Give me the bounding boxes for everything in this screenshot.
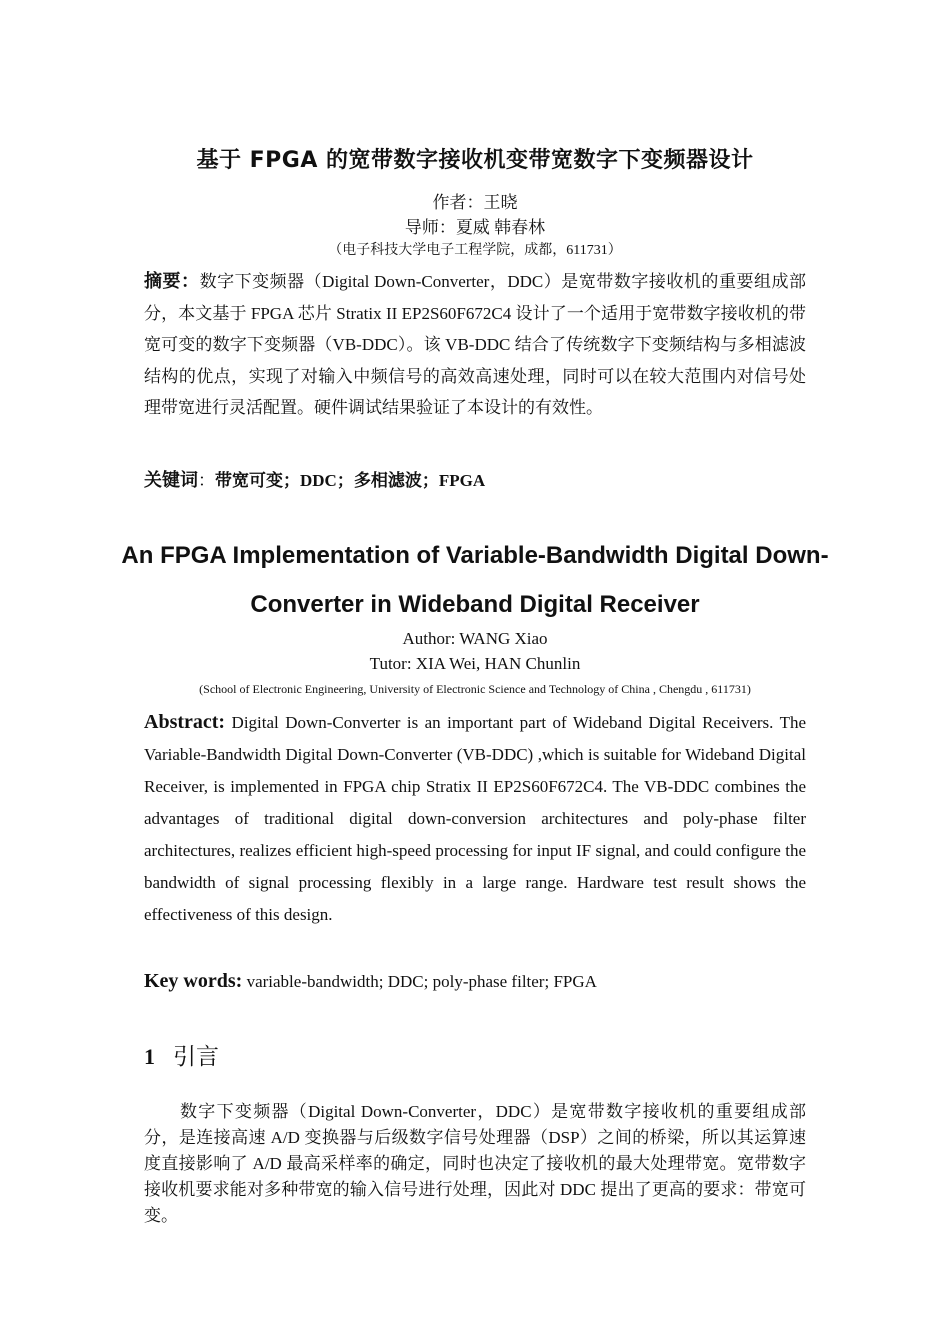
chinese-abstract-text: 数字下变频器（Digital Down-Converter，DDC）是宽带数字接收机的重要组成部分，本文基于 FPGA 芯片 Stratix II EP2S60F672C4 设计了一个适用于宽带数字接收机的带宽可变的数字下变频器（VB-DDC）。该 VB-DDC 结合了传统数字下变频结构与多相滤波结构的优点，实现了对输入中频信号的高效高速处理，同时可以在较大范围内对信号处理带宽进行灵活配置。硬件调试结果验证了本设计的有效性。 [144, 272, 807, 417]
chinese-keywords-separator: ： [198, 471, 215, 490]
english-keywords [144, 970, 806, 993]
chinese-keywords-label: 关键词 [144, 470, 198, 491]
english-abstract-text: Digital Down-Converter is an important part of Wideband Digital Receivers. The Variable-Bandwidth Digital Down-Converter (VB-DDC) ,which is suitable for Wideband Digital Receiver, is implemented in FPGA chip Stratix II EP2S60F672C4. The VB-DDC combines the advantages of traditional digital down-conversion architectures and poly-phase filter architectures, realizes efficient high-speed processing for input IF signal, and could configure the bandwidth of signal processing flexibly in a large range. Hardware test result shows the effectiveness of this design. [144, 713, 806, 924]
english-title: An FPGA Implementation of Variable-Bandwidth Digital Down-Converter in Wideband Digital Receiver [121, 542, 829, 618]
section-heading [144, 1038, 219, 1071]
chinese-tutor: 导师：夏威 韩春林 [404, 218, 546, 237]
english-abstract-label: Abstract: [144, 711, 226, 733]
chinese-keywords-text: 带宽可变；DDC；多相滤波；FPGA [215, 471, 486, 490]
chinese-keywords [144, 466, 806, 492]
chinese-affiliation: （电子科技大学电子工程学院，成都，611731） [328, 243, 622, 258]
english-keywords-label: Key words: [144, 970, 243, 992]
chinese-abstract [144, 266, 806, 424]
english-author: Author: WANG Xiao [402, 629, 548, 648]
section-number: 1 [144, 1044, 155, 1069]
english-keywords-text: variable-bandwidth; DDC; poly-phase filter; FPGA [246, 972, 597, 991]
chinese-title: 基于 FPGA 的宽带数字接收机变带宽数字下变频器设计 [196, 148, 754, 173]
english-tutor: Tutor: XIA Wei, HAN Chunlin [369, 654, 581, 673]
english-affiliation: (School of Electronic Engineering, University of Electronic Science and Technology of China , Chengdu , 611731) [199, 682, 751, 696]
chinese-author: 作者：王晓 [432, 193, 518, 212]
chinese-abstract-label: 摘要： [144, 271, 200, 292]
section-title: 引言 [173, 1044, 219, 1070]
introduction-paragraph: 数字下变频器（Digital Down-Converter，DDC）是宽带数字接收机的重要组成部分，是连接高速 A/D 变换器与后级数字信号处理器（DSP）之间的桥梁，所以其运算速度直接影响了 A/D 最高采样率的确定，同时也决定了接收机的最大处理带宽。宽带数字接收机要求能对多种带宽的输入信号进行处理，因此对 DDC 提出了更高的要求：带宽可变。 [144, 1102, 806, 1225]
english-abstract [144, 706, 806, 931]
